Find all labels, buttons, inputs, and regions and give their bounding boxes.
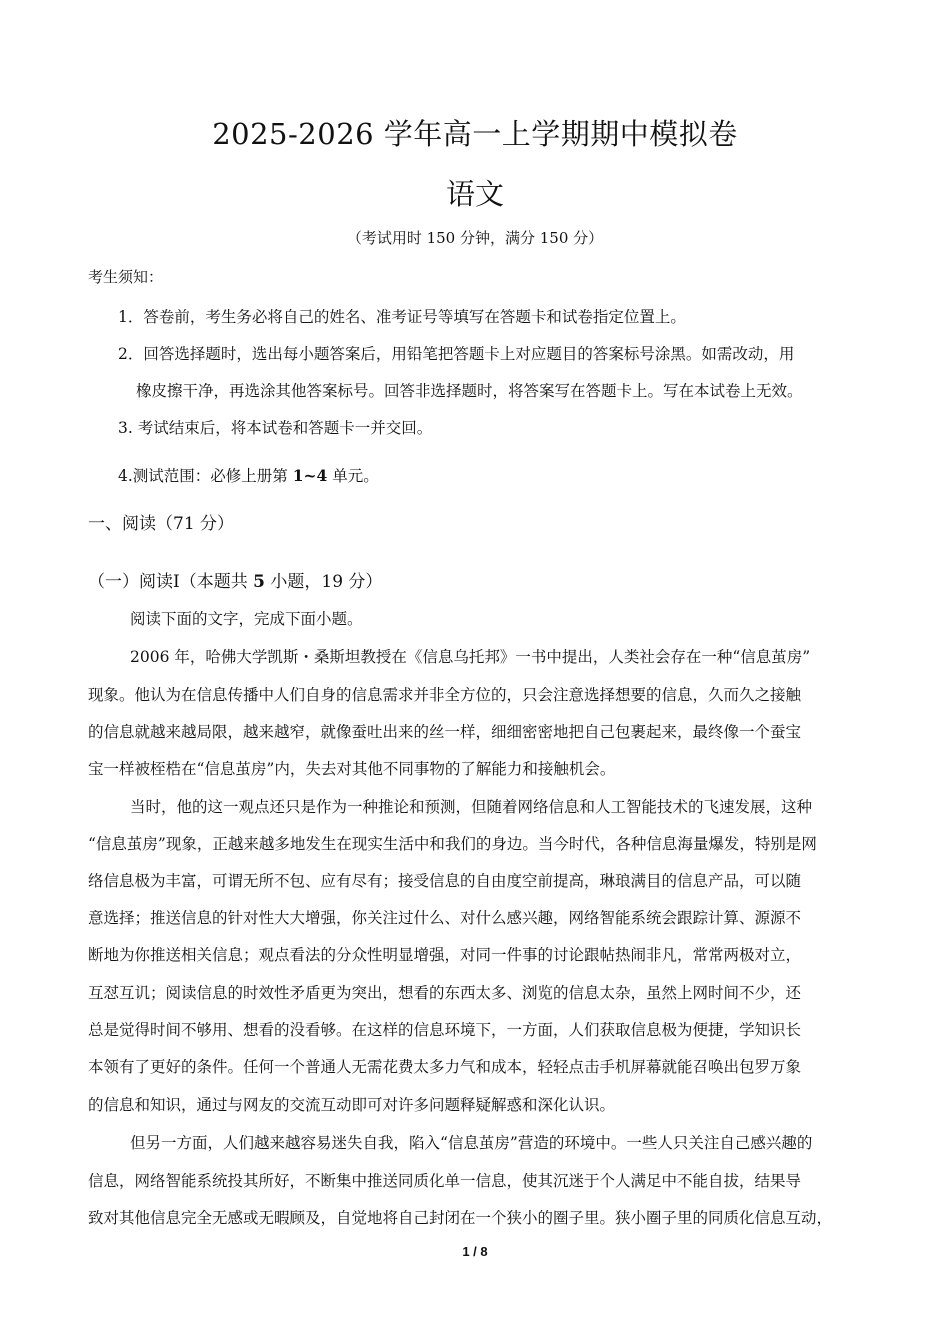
paragraph-line: 络信息极为丰富，可谓无所不包、应有尽有；接受信息的自由度空前提高，琳琅满目的信息产品，可以随	[88, 872, 802, 890]
paragraph-line: 但另一方面，人们越来越容易迷失自我，陷入“信息茧房”营造的环境中。一些人只关注自己感兴趣的	[130, 1134, 813, 1152]
subject-title: 语文	[445, 177, 504, 211]
paragraph-line: 断地为你推送相关信息；观点看法的分众性明显增强，对同一件事的讨论跟帖热闹非凡，常常两极对立，	[88, 946, 802, 964]
notice-item-2-line-2: 橡皮擦干净，再选涂其他答案标号。回答非选择题时，将答案写在答题卡上。写在本试卷上无效。	[136, 382, 803, 400]
notice-heading: 考生须知：	[88, 268, 164, 286]
subsection-count: 5	[253, 572, 265, 592]
notice-item-3: 3. 考试结束后，将本试卷和答题卡一并交回。	[118, 419, 433, 437]
paragraph-line: “信息茧房”现象，正越来越多地发生在现实生活中和我们的身边。当今时代，各种信息海量爆发，特别是网	[88, 835, 817, 853]
subsection-heading	[88, 567, 382, 592]
subsection-prefix: （一）阅读Ⅰ（本题共	[88, 572, 254, 592]
paragraph-line: 总是觉得时间不够用、想看的没看够。在这样的信息环境下，一方面，人们获取信息极为便捷，学知识长	[88, 1021, 802, 1039]
paragraph-line: 的信息和知识，通过与网友的交流互动即可对许多问题释疑解惑和深化认识。	[88, 1096, 616, 1114]
paragraph-line: 宝一样被桎梏在“信息茧房”内，失去对其他不同事物的了解能力和接触机会。	[88, 760, 616, 778]
paragraph-line: 当时，他的这一观点还只是作为一种推论和预测，但随着网络信息和人工智能技术的飞速发展，这种	[130, 798, 813, 816]
notice-item-4-suffix: 单元。	[327, 467, 379, 485]
passage-instruction: 阅读下面的文字，完成下面小题。	[130, 610, 363, 628]
page-number: 1 / 8	[462, 1244, 488, 1259]
notice-item-4-range: 1~4	[292, 466, 328, 485]
exam-info: （考试用时 150 分钟，满分 150 分）	[346, 229, 604, 247]
paragraph-line: 信息，网络智能系统投其所好，不断集中推送同质化单一信息，使其沉迷于个人满足中不能自拔，结果导	[88, 1172, 802, 1190]
paragraph-line: 意选择；推送信息的针对性大大增强，你关注过什么、对什么感兴趣，网络智能系统会跟踪计算、源源不	[88, 909, 802, 927]
paragraph-line: 现象。他认为在信息传播中人们自身的信息需求并非全方位的，只会注意选择想要的信息，久而久之接触	[88, 686, 802, 704]
notice-item-1: 1．答卷前，考生务必将自己的姓名、准考证号等填写在答题卡和试卷指定位置上。	[118, 308, 686, 326]
exam-title: 2025-2026 学年高一上学期期中模拟卷	[212, 117, 738, 151]
notice-item-2-line-1: 2．回答选择题时，选出每小题答案后，用铅笔把答题卡上对应题目的答案标号涂黑。如需改动，用	[118, 345, 795, 363]
paragraph-line: 的信息就越来越局限，越来越窄，就像蚕吐出来的丝一样，细细密密地把自己包裹起来，最终像一个蚕宝	[88, 723, 802, 741]
paragraph-line: 致对其他信息完全无感或无暇顾及，自觉地将自己封闭在一个狭小的圈子里。狭小圈子里的同质化信息互动，	[88, 1209, 833, 1227]
notice-item-4	[118, 464, 379, 486]
subsection-suffix: 小题，19 分）	[264, 572, 383, 592]
paragraph-line: 2006 年，哈佛大学凯斯・桑斯坦教授在《信息乌托邦》一书中提出，人类社会存在一种“信息茧房”	[130, 648, 811, 666]
notice-item-4-prefix: 4.测试范围：必修上册第	[118, 467, 293, 485]
paragraph-line: 本领有了更好的条件。任何一个普通人无需花费太多力气和成本，轻轻点击手机屏幕就能召唤出包罗万象	[88, 1058, 802, 1076]
section-heading: 一、阅读（71 分）	[88, 514, 235, 534]
paragraph-line: 互怼互讥；阅读信息的时效性矛盾更为突出，想看的东西太多、浏览的信息太杂，虽然上网时间不少，还	[88, 984, 802, 1002]
